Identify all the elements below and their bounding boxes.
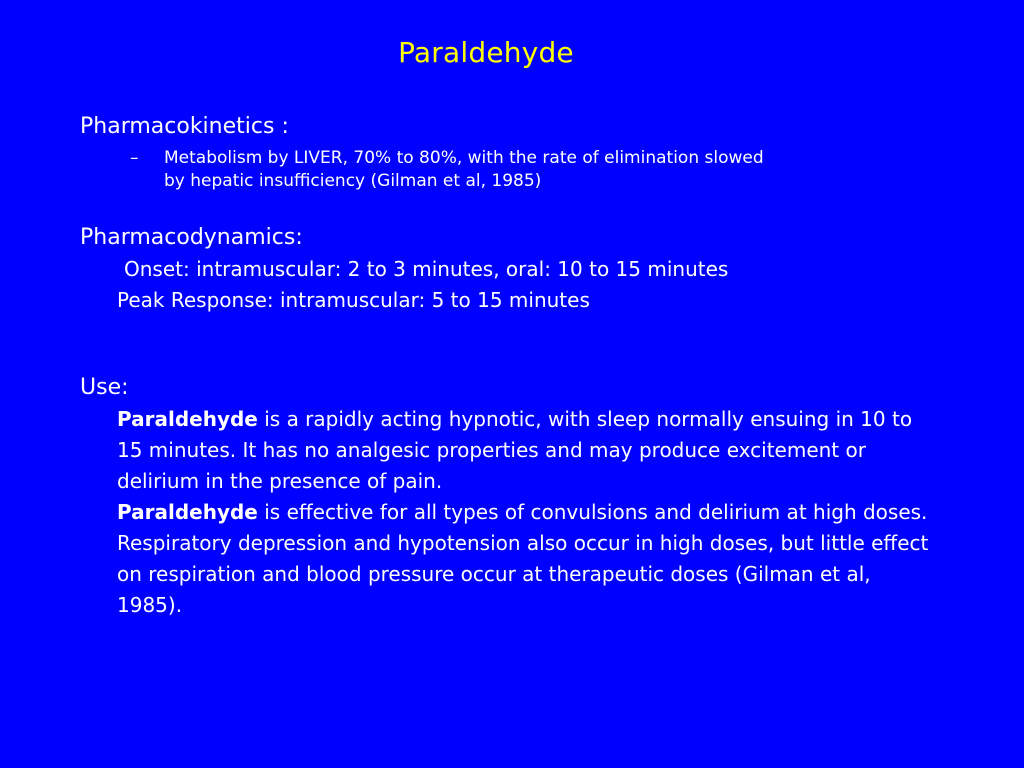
bullet-line-1: Metabolism by LIVER, 70% to 80%, with the rate of elimination slowed: [164, 148, 764, 168]
pharmacokinetics-heading: Pharmacokinetics :: [80, 114, 289, 139]
drug-name-bold: Paraldehyde: [117, 500, 258, 524]
slide-title: Paraldehyde: [398, 36, 574, 69]
use-heading: Use:: [80, 375, 129, 400]
drug-name-bold: Paraldehyde: [117, 407, 258, 431]
peak-response-line: Peak Response: intramuscular: 5 to 15 minutes: [117, 288, 590, 312]
use-paragraph-2: [117, 497, 937, 621]
pharmacodynamics-heading: Pharmacodynamics:: [80, 225, 303, 250]
use-paragraph-1-text: is a rapidly acting hypnotic, with sleep normally ensuing in 10 to 15 minutes. It has no analgesic properties and may produce excitement or delirium in the presence of pain.: [117, 407, 913, 493]
onset-line: Onset: intramuscular: 2 to 3 minutes, oral: 10 to 15 minutes: [124, 257, 729, 281]
bullet-dash: –: [130, 148, 139, 168]
use-paragraph-1: [117, 404, 937, 497]
bullet-text: [164, 147, 944, 193]
use-paragraph-2-text: is effective for all types of convulsions and delirium at high doses. Respiratory depression and hypotension also occur in high doses, but little effect on respiration and blood pressure occur at therapeutic doses (Gilman et al, 1985).: [117, 500, 929, 617]
bullet-line-2: by hepatic insufficiency (Gilman et al, 1985): [164, 171, 542, 191]
